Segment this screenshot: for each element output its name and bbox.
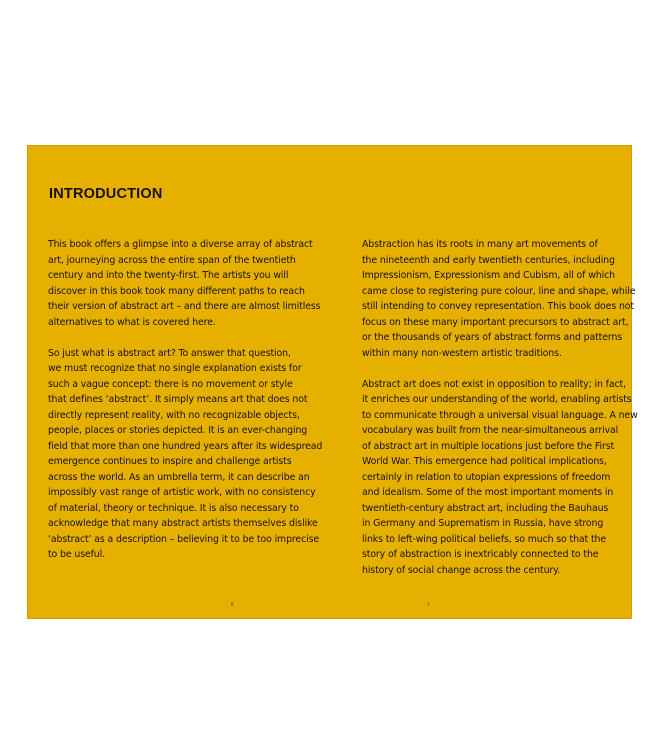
text-line: field that more than one hundred years after its widespread [48, 440, 323, 452]
text-line: century and into the twenty-first. The artists you will [48, 270, 289, 281]
text-line: it enriches our understanding of the world, enabling artists [362, 394, 632, 405]
text-line: twentieth-century abstract art, including the Bauhaus [362, 502, 609, 514]
text-line: of abstract art in multiple locations just before the First [362, 440, 615, 452]
text-line: World War. This emergence had political implications, [362, 456, 607, 467]
right-page-text [362, 237, 638, 578]
page-number-right: 7 [427, 602, 430, 607]
text-line: such a vague concept: there is no movement or style [48, 378, 293, 390]
text-line: in Germany and Suprematism in Russia, have strong [362, 518, 604, 529]
text-line: impossibly vast range of artistic work, with no consistency [48, 487, 316, 498]
chapter-title: INTRODUCTION [49, 186, 163, 202]
text-line: the nineteenth and early twentieth centuries, including [362, 254, 615, 266]
text-line: within many non-western artistic traditions. [362, 347, 562, 359]
paragraph [48, 346, 323, 563]
text-line: or the thousands of years of abstract forms and patterns [362, 332, 623, 343]
text-line: Abstraction has its roots in many art movements of [362, 239, 598, 250]
text-line: and idealism. Some of the most important moments in [362, 487, 614, 498]
text-line: alternatives to what is covered here. [48, 316, 216, 328]
paragraph [362, 237, 636, 361]
text-line: Impressionism, Expressionism and Cubism, all of which [362, 270, 615, 281]
text-line: certainly in relation to utopian expressions of freedom [362, 471, 611, 483]
text-line: art, journeying across the entire span of the twentieth [48, 254, 296, 266]
text-line: ‘abstract’ as a description – believing it to be too imprecise [48, 533, 320, 545]
text-line: of material, theory or technique. It is also necessary to [48, 502, 299, 514]
text-line: focus on these many important precursors to abstract art, [362, 316, 629, 328]
text-line: came close to registering pure colour, line and shape, while [362, 285, 636, 297]
text-line: story of abstraction is inextricably connected to the [362, 549, 599, 560]
text-line: So just what is abstract art? To answer that question, [48, 347, 291, 359]
book-spread [27, 145, 638, 619]
text-line: that defines ‘abstract’. It simply means art that does not [48, 394, 308, 405]
page-number-left: 6 [231, 602, 234, 607]
text-line: to be useful. [48, 549, 105, 560]
paragraph [48, 237, 321, 330]
text-line: their version of abstract art – and there are almost limitless [48, 301, 321, 312]
text-line: still intending to convey representation. This book does not [362, 301, 634, 312]
text-line: acknowledge that many abstract artists themselves dislike [48, 518, 318, 529]
text-line: we must recognize that no single explanation exists for [48, 363, 302, 374]
text-line: to communicate through a universal visual language. A new [362, 409, 638, 421]
text-line: emergence continues to inspire and challenge artists [48, 456, 292, 467]
left-page-text [48, 237, 323, 563]
text-line: directly represent reality, with no recognizable objects, [48, 409, 300, 421]
text-line: Abstract art does not exist in opposition to reality; in fact, [362, 378, 626, 390]
text-line: history of social change across the century. [362, 564, 561, 576]
text-line: vocabulary was built from the near-simultaneous arrival [362, 425, 619, 436]
text-line: discover in this book took many different paths to reach [48, 285, 305, 297]
text-line: people, places or stories depicted. It is an ever-changing [48, 425, 308, 436]
text-line: across the world. As an umbrella term, it can describe an [48, 471, 310, 483]
text-line: links to left-wing political beliefs, so much so that the [362, 533, 606, 545]
text-line: This book offers a glimpse into a diverse array of abstract [48, 239, 313, 250]
paragraph [362, 377, 638, 579]
